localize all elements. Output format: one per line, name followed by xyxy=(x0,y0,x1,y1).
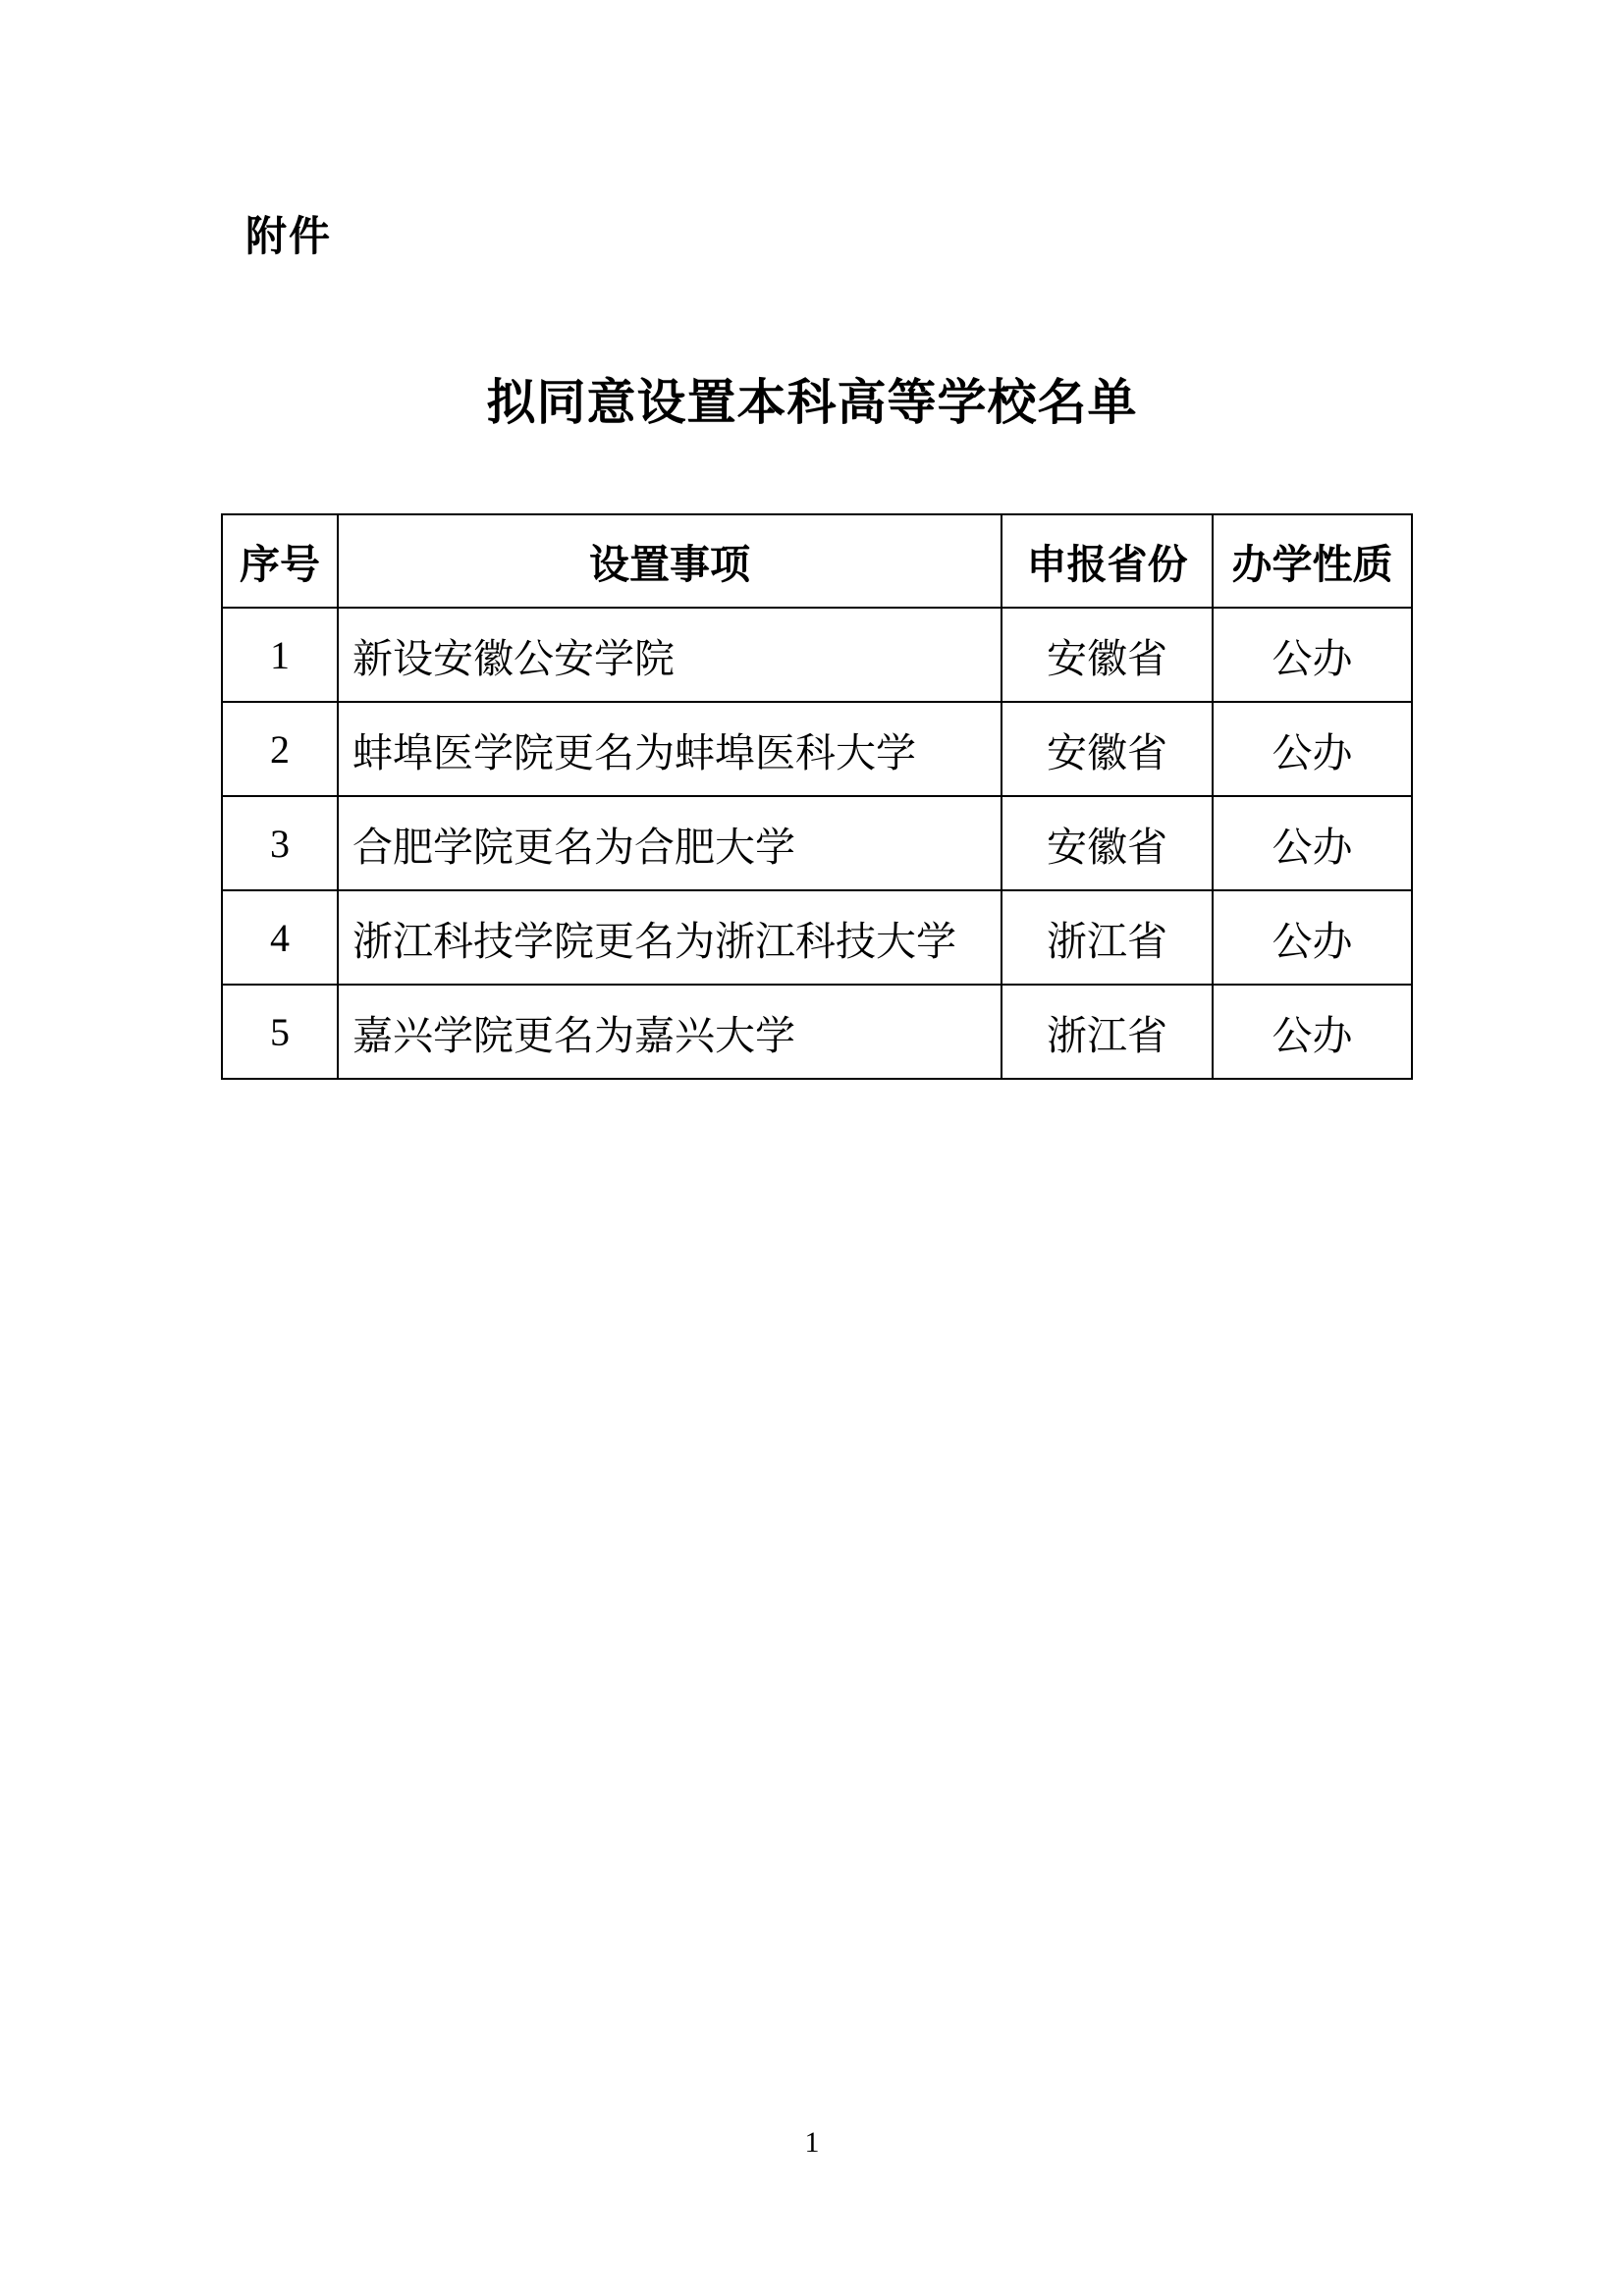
row-item: 新设安徽公安学院 xyxy=(338,608,1001,702)
column-header-province: 申报省份 xyxy=(1001,514,1213,608)
row-item: 嘉兴学院更名为嘉兴大学 xyxy=(338,985,1001,1079)
table-row xyxy=(222,608,1412,702)
row-province: 安徽省 xyxy=(1001,608,1213,702)
row-item: 浙江科技学院更名为浙江科技大学 xyxy=(338,890,1001,985)
row-index: 3 xyxy=(222,796,338,890)
column-header-nature: 办学性质 xyxy=(1213,514,1412,608)
row-item: 蚌埠医学院更名为蚌埠医科大学 xyxy=(338,702,1001,796)
row-nature: 公办 xyxy=(1213,796,1412,890)
table-row xyxy=(222,796,1412,890)
row-nature: 公办 xyxy=(1213,702,1412,796)
table-header-row xyxy=(222,514,1412,608)
row-province: 安徽省 xyxy=(1001,702,1213,796)
row-nature: 公办 xyxy=(1213,985,1412,1079)
column-header-index: 序号 xyxy=(222,514,338,608)
row-index: 5 xyxy=(222,985,338,1079)
page-title: 拟同意设置本科高等学校名单 xyxy=(486,375,1138,430)
row-province: 浙江省 xyxy=(1001,985,1213,1079)
row-index: 1 xyxy=(222,608,338,702)
row-province: 浙江省 xyxy=(1001,890,1213,985)
row-index: 4 xyxy=(222,890,338,985)
table-row xyxy=(222,702,1412,796)
table-row xyxy=(222,890,1412,985)
row-item: 合肥学院更名为合肥大学 xyxy=(338,796,1001,890)
row-index: 2 xyxy=(222,702,338,796)
row-province: 安徽省 xyxy=(1001,796,1213,890)
universities-table xyxy=(221,513,1413,1080)
row-nature: 公办 xyxy=(1213,890,1412,985)
attachment-label: 附件 xyxy=(245,213,333,259)
table-row xyxy=(222,985,1412,1079)
row-nature: 公办 xyxy=(1213,608,1412,702)
page-number: 1 xyxy=(804,2126,820,2159)
column-header-item: 设置事项 xyxy=(338,514,1001,608)
